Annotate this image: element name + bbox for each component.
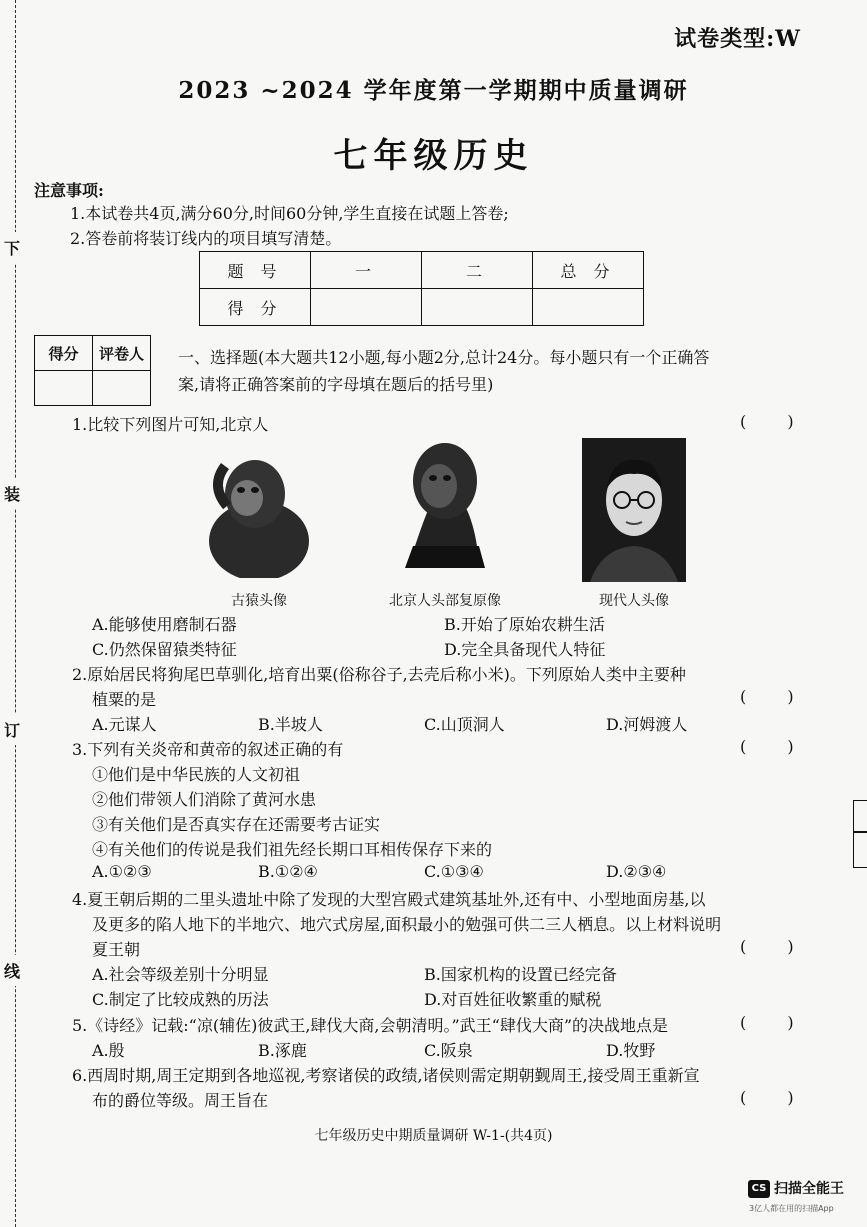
section-heading-line1: 一、选择题(本大题共12小题,每小题2分,总计24分。每小题只有一个正确答	[178, 348, 710, 367]
ape-head-image	[205, 446, 313, 578]
q4-stem-line3: 夏王朝	[92, 940, 141, 959]
q3-stem: 3.下列有关炎帝和黄帝的叙述正确的有	[72, 740, 344, 759]
q3-statement-3: ③有关他们是否真实存在还需要考古证实	[92, 815, 381, 834]
q4-stem-line2: 及更多的陷人地下的半地穴、地穴式房屋,面积最小的勉强可供二三人栖息。以上材料说明	[92, 915, 722, 934]
grader-table	[34, 335, 151, 406]
q4-option-c[interactable]: C.制定了比较成熟的历法	[92, 990, 269, 1009]
modern-human-photo	[582, 438, 686, 582]
q4-option-b[interactable]: B.国家机构的设置已经完备	[424, 965, 617, 984]
q3-statement-4: ④有关他们的传说是我们祖先经长期口耳相传保存下来的	[92, 840, 493, 859]
grader-name-cell[interactable]	[93, 371, 151, 406]
score-header-total: 总 分	[533, 252, 644, 289]
q6-stem-line2: 布的爵位等级。周王旨在	[92, 1091, 269, 1110]
peking-man-bust-image	[395, 436, 495, 576]
q5-option-c[interactable]: C.阪泉	[424, 1041, 473, 1060]
section-heading-line2: 案,请将正确答案前的字母填在题后的括号里)	[178, 375, 494, 394]
score-header-part2: 二	[422, 252, 533, 289]
q1-stem: 1.比较下列图片可知,北京人	[72, 415, 269, 434]
q2-option-c[interactable]: C.山顶洞人	[424, 715, 505, 734]
score-cell-total[interactable]	[533, 289, 644, 326]
score-cell-part2[interactable]	[422, 289, 533, 326]
q3-option-d[interactable]: D.②③④	[606, 862, 667, 881]
margin-char-xia: 下	[4, 232, 20, 263]
q1-option-b[interactable]: B.开始了原始农耕生活	[444, 615, 605, 634]
q2-option-b[interactable]: B.半坡人	[258, 715, 323, 734]
notice-item-1: 1.本试卷共4页,满分60分,时间60分钟,学生直接在试题上答卷;	[70, 204, 509, 223]
q2-option-d[interactable]: D.河姆渡人	[606, 715, 688, 734]
margin-char-zhuang: 装	[4, 478, 20, 509]
score-header-part1: 一	[311, 252, 422, 289]
grader-name-label: 评卷人	[93, 336, 151, 371]
exam-title: 2023 ~2024 学年度第一学期期中质量调研	[178, 77, 689, 104]
grader-score-label: 得分	[35, 336, 93, 371]
q3-statement-1: ①他们是中华民族的人文初祖	[92, 765, 301, 784]
q2-stem-line1: 2.原始居民将狗尾巴草驯化,培育出粟(俗称谷子,去壳后称小米)。下列原始人类中主要种	[72, 665, 686, 684]
q5-option-b[interactable]: B.涿鹿	[258, 1041, 307, 1060]
q3-option-a[interactable]: A.①②③	[92, 862, 152, 881]
q5-option-d[interactable]: D.牧野	[606, 1041, 656, 1060]
q3-option-b[interactable]: B.①②④	[258, 862, 318, 881]
section-heading	[178, 344, 818, 398]
notice-heading: 注意事项:	[34, 181, 104, 200]
q6-answer-paren[interactable]: ( )	[740, 1088, 812, 1107]
q5-stem: 5.《诗经》记载:“凉(辅佐)彼武王,肆伐大商,会朝清明。”武王“肆伐大商”的决战地点是	[72, 1016, 669, 1035]
camscanner-logo-icon: CS	[748, 1180, 770, 1198]
q2-option-a[interactable]: A.元谋人	[92, 715, 157, 734]
margin-char-ding: 订	[4, 714, 20, 745]
score-table	[199, 251, 644, 326]
q3-answer-paren[interactable]: ( )	[740, 737, 812, 756]
margin-char-xian: 线	[4, 955, 20, 986]
subject-title: 七年级历史	[333, 136, 534, 176]
score-row-label: 得 分	[200, 289, 311, 326]
q2-stem-line2: 植粟的是	[92, 690, 157, 709]
score-cell-part1[interactable]	[311, 289, 422, 326]
caption-modern-human: 现代人头像	[599, 593, 669, 609]
q3-statement-2: ②他们带领人们消除了黄河水患	[92, 790, 317, 809]
caption-peking-man: 北京人头部复原像	[389, 593, 501, 609]
notice-item-2: 2.答卷前将装订线内的项目填写清楚。	[70, 229, 342, 248]
q1-answer-paren[interactable]: ( )	[740, 412, 812, 431]
q6-stem-line1: 6.西周时期,周王定期到各地巡视,考察诸侯的政绩,诸侯则需定期朝觐周王,接受周王重新宣	[72, 1066, 700, 1085]
caption-ape: 古猿头像	[231, 593, 287, 609]
q1-option-a[interactable]: A.能够使用磨制石器	[92, 615, 237, 634]
q3-option-c[interactable]: C.①③④	[424, 862, 484, 881]
q1-option-c[interactable]: C.仍然保留猿类特征	[92, 640, 237, 659]
camscanner-name: 扫描全能王	[774, 1181, 844, 1197]
score-header-label: 题 号	[200, 252, 311, 289]
q2-answer-paren[interactable]: ( )	[740, 687, 812, 706]
q4-answer-paren[interactable]: ( )	[740, 937, 812, 956]
paper-type: 试卷类型:W	[674, 26, 801, 52]
edge-box-bottom	[853, 832, 867, 868]
edge-box-top	[853, 800, 867, 832]
q4-option-a[interactable]: A.社会等级差别十分明显	[92, 965, 269, 984]
grader-score-cell[interactable]	[35, 371, 93, 406]
q4-option-d[interactable]: D.对百姓征收繁重的赋税	[424, 990, 602, 1009]
q5-option-a[interactable]: A.殷	[92, 1041, 125, 1060]
binding-line	[15, 0, 16, 1227]
q5-answer-paren[interactable]: ( )	[740, 1013, 812, 1032]
page-footer: 七年级历史中期质量调研 W-1-(共4页)	[314, 1128, 553, 1144]
q1-option-d[interactable]: D.完全具备现代人特征	[444, 640, 606, 659]
camscanner-tagline: 3亿人都在用的扫描App	[749, 1204, 834, 1213]
q4-stem-line1: 4.夏王朝后期的二里头遗址中除了发现的大型宫殿式建筑基址外,还有中、小型地面房基,以	[72, 890, 706, 909]
